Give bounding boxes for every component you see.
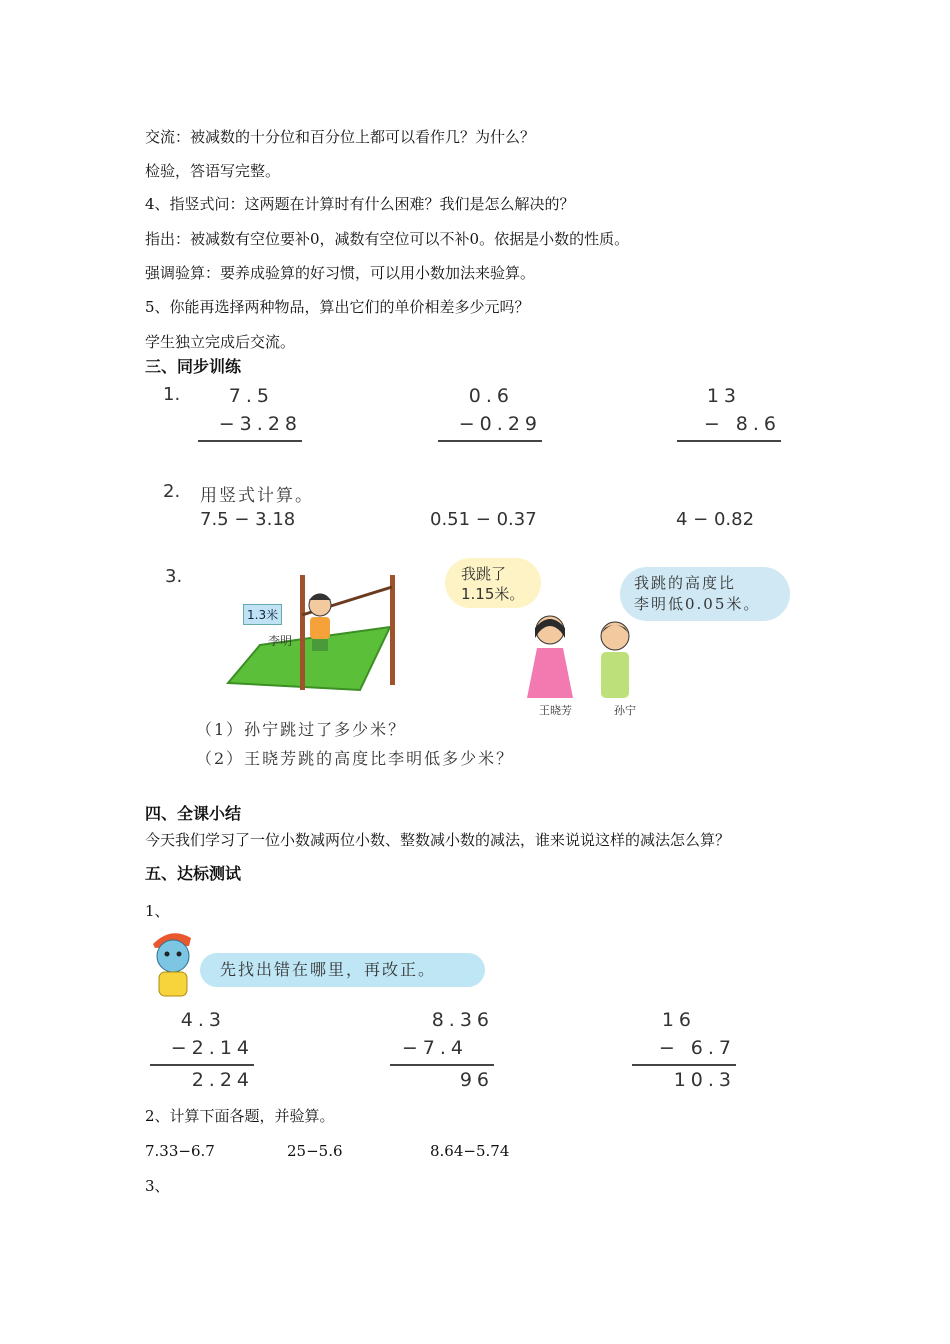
- text-line-4: 指出：被减数有空位要补0，减数有空位可以不补0。依据是小数的性质。: [145, 230, 630, 248]
- q1b-top: 0.6: [468, 385, 514, 407]
- bubble-sun-line1: 我跳的高度比: [634, 574, 737, 592]
- q2-expr-c: 4 − 0.82: [676, 509, 755, 530]
- bubble-sun-line2: 李明低0.05米。: [634, 595, 761, 613]
- bar-height-tag: 1.3米: [243, 604, 282, 625]
- text-line-6: 5、你能再选择两种物品，算出它们的单价相差多少元吗？: [145, 298, 530, 316]
- boy-sun-shirt: [601, 652, 629, 698]
- q2-expr-a: 7.5 − 3.18: [200, 509, 296, 530]
- speech-bubble-wang: [445, 558, 541, 608]
- q1c-bottom: − 8.6: [703, 413, 781, 435]
- mascot-eye-left: [165, 952, 170, 957]
- boy-li-shirt: [310, 617, 330, 639]
- q1-problem-c: [677, 382, 781, 442]
- cat-mascot-illustration: [145, 926, 205, 1000]
- high-jump-illustration: [220, 565, 420, 695]
- text-line-5: 强调验算：要养成验算的好习惯，可以用小数加法来验算。: [145, 264, 536, 282]
- mascot-body: [159, 972, 187, 996]
- test-b-bottom: −7.4: [401, 1037, 468, 1059]
- section-3-title: 三、同步训练: [145, 357, 242, 376]
- text-line-2: 检验，答语写完整。: [145, 162, 281, 180]
- q3-sub2: （2）王晓芳跳的高度比李明低多少米？: [196, 749, 515, 768]
- calc-expr-1: 7.33−6.7: [145, 1142, 215, 1160]
- mascot-eye-right: [177, 952, 182, 957]
- q1a-top: 7.5: [228, 385, 274, 407]
- test-c-result: 10.3: [673, 1069, 736, 1091]
- jump-post-left: [300, 575, 305, 690]
- q2-expr-b: 0.51 − 0.37: [430, 509, 537, 530]
- test-c-top: 16: [661, 1009, 696, 1031]
- q1b-bottom: −0.29: [458, 413, 542, 435]
- q1c-top: 13: [706, 385, 741, 407]
- bubble-wang-line1: 我跳了: [461, 565, 507, 583]
- text-line-1: 交流：被减数的十分位和百分位上都可以看作几？为什么？: [145, 128, 536, 146]
- test-a-bottom: −2.14: [170, 1037, 254, 1059]
- name-sun-ning: 孙宁: [614, 704, 636, 717]
- hint-bubble: 先找出错在哪里，再改正。: [200, 953, 485, 987]
- test-b-result: 96: [459, 1069, 494, 1091]
- test-problem-b: [390, 1006, 494, 1094]
- mascot-head: [157, 940, 189, 972]
- boy-li-shorts: [312, 639, 328, 651]
- test-a-result: 2.24: [191, 1069, 254, 1091]
- q1c-rule: [677, 440, 781, 442]
- calc-expr-2: 25−5.6: [287, 1142, 343, 1160]
- children-illustration: [525, 608, 655, 700]
- q3-sub1: （1）孙宁跳过了多少米？: [196, 720, 407, 739]
- q1-problem-b: [438, 382, 542, 442]
- summary-text: 今天我们学习了一位小数减两位小数、整数减小数的减法，谁来说说这样的减法怎么算？: [145, 831, 731, 849]
- q1a-bottom: −3.28: [218, 413, 302, 435]
- test-item-1: 1、: [145, 902, 170, 920]
- q3-label: 3.: [165, 566, 183, 587]
- q1-label: 1.: [163, 384, 181, 405]
- section-5-title: 五、达标测试: [145, 864, 242, 883]
- q2-title: 用竖式计算。: [200, 486, 314, 506]
- section-4-title: 四、全课小结: [145, 804, 242, 823]
- test-problem-a: [150, 1006, 254, 1094]
- jump-mat: [228, 627, 390, 690]
- text-line-3: 4、指竖式问：这两题在计算时有什么困难？我们是怎么解决的？: [145, 195, 575, 213]
- q1a-rule: [198, 440, 302, 442]
- test-item-2: 2、计算下面各题，并验算。: [145, 1107, 335, 1125]
- test-problem-c: [632, 1006, 736, 1094]
- boy-li-hair: [309, 594, 331, 601]
- girl-wang-dress: [527, 648, 573, 698]
- test-c-bottom: − 6.7: [658, 1037, 736, 1059]
- text-line-7: 学生独立完成后交流。: [145, 333, 296, 351]
- test-item-3: 3、: [145, 1177, 170, 1195]
- q1b-rule: [438, 440, 542, 442]
- test-a-top: 4.3: [180, 1009, 226, 1031]
- boy-sun-head: [601, 622, 629, 650]
- jump-post-right: [390, 575, 395, 685]
- bubble-wang-line2: 1.15米。: [461, 585, 525, 603]
- q1-problem-a: [198, 382, 302, 442]
- name-wang-xiaofang: 王晓芳: [539, 704, 572, 717]
- test-b-top: 8.36: [431, 1009, 494, 1031]
- q2-label: 2.: [163, 481, 181, 502]
- name-li-ming: 李明: [268, 634, 293, 648]
- calc-expr-3: 8.64−5.74: [430, 1142, 510, 1160]
